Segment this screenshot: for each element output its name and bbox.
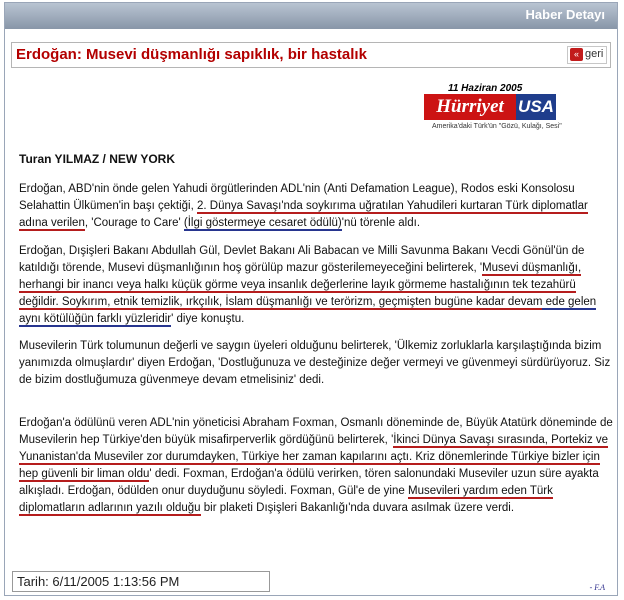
back-button[interactable] <box>567 46 607 64</box>
paragraph-2 <box>19 243 613 328</box>
date-field <box>12 571 270 592</box>
text-segment: ' diye konuştu. <box>171 313 245 325</box>
highlight-red: Musevi düşmanlığı, herhangi bir inancı veya halkı küçük görme veya insanlık değerlerine layık görmeme hastalığının tek tezahürü değildir. Soykırım, etnik temizlik, ırkçılık, İslam düşmanlığı ve terörizm, geçmişten bugüne kadar devam <box>19 262 582 308</box>
text-segment: Erdoğan'a ödülünü veren ADL'nin yöneticisi Abraham Foxman, Osmanlı döneminde de, Büyük Atatürk döneminde de Musevilerin hep Türkiye'den büyük misafirperverlik gördüğünü belirterek, ' <box>19 417 613 446</box>
article-title-box <box>11 42 611 68</box>
logo-suffix: USA <box>516 94 556 120</box>
text-segment: ' dedi. Foxman, Erdoğan'a ödülü verirken, tören salonundaki Museviler uzun süre ayakta alkışladı. Erdoğan, ödülden onur duyduğunu söyledi. Foxman, Gül'e de yine <box>19 468 599 497</box>
highlight-red: İkinci Dünya Savaşı sırasında, Portekiz ve Yunanistan'da Museviler zor durumdayken, Türkiye her zaman kapılarını açtı. Kriz dönemlerinde Türkiye bizler için hep güvenli bir liman oldu <box>19 434 609 480</box>
news-detail-panel <box>4 2 618 596</box>
paragraph-1 <box>19 181 613 232</box>
hurriyet-usa-logo <box>424 83 564 135</box>
text-segment: Erdoğan, Dışişleri Bakanı Abdullah Gül, Devlet Bakanı Ali Babacan ve Milli Savunma Bakanı Vecdi Gönül'ün de katıldığı törende, Musevi düşmanlığının hoş görülüp mazur gösterilemeyeceğini belirterek, ' <box>19 245 585 274</box>
text-segment: 'nü törenle aldı. <box>341 217 421 229</box>
logo-tagline: Amerika'daki Türk'ün "Gözü, Kulağı, Sesi" <box>432 123 562 130</box>
highlight-blue: (İlgi göstermeye cesaret ödülü) <box>183 217 342 229</box>
logo-date: 11 Haziran 2005 <box>448 83 523 94</box>
article-body <box>19 151 613 514</box>
back-arrow-icon: « <box>570 48 583 61</box>
paragraph-3: Musevilerin Türk tolumunun değerli ve saygın üyeleri olduğunu belirterek, 'Ülkemiz zorluklarla karşılaştığında bizim yanımızda olmuşlardır' diyen Erdoğan, 'Dostluğunuza ve desteğinize değer vermeyi ve güvenmeyi sürdürüyoruz. Siz de bizim dostluğumuza güvenmeye devam etmelisiniz' dedi. <box>19 340 611 386</box>
header-bar <box>5 3 617 29</box>
text-segment: Erdoğan, ABD'nin önde gelen Yahudi örgütlerinden ADL'nin (Anti Defamation League), Rodos eski Konsolosu Selahattin Ülkümen'in başı çektiği, <box>19 183 575 212</box>
text-segment: bir plaketi Dışişleri Bakanlığı'nda duvara asılmak üzere verdi. <box>200 502 515 514</box>
article-author: Turan YILMAZ / NEW YORK <box>19 152 176 166</box>
date-text: Tarih: 6/11/2005 1:13:56 PM <box>17 574 180 589</box>
paragraph-4 <box>19 415 613 517</box>
text-segment: , 'Courage to Care' <box>84 217 184 229</box>
highlight-blue: ede gelen aynı kötülüğün farklı yüzleridir <box>19 296 597 325</box>
signature: - F.A <box>589 583 605 592</box>
logo-brand: Hürriyet <box>424 94 516 120</box>
article-title: Erdoğan: Musevi düşmanlığı sapıklık, bir hastalık <box>16 46 367 63</box>
highlight-red: Musevileri yardım eden Türk diplomatların adlarının yazılı olduğu <box>19 485 553 514</box>
highlight-red: 2. Dünya Savaşı'nda soykırıma uğratılan Yahudileri kurtaran Türk diplomatlar adına verilen <box>19 200 588 229</box>
section-title: Haber Detayı <box>525 7 605 22</box>
back-label: geri <box>585 48 604 60</box>
